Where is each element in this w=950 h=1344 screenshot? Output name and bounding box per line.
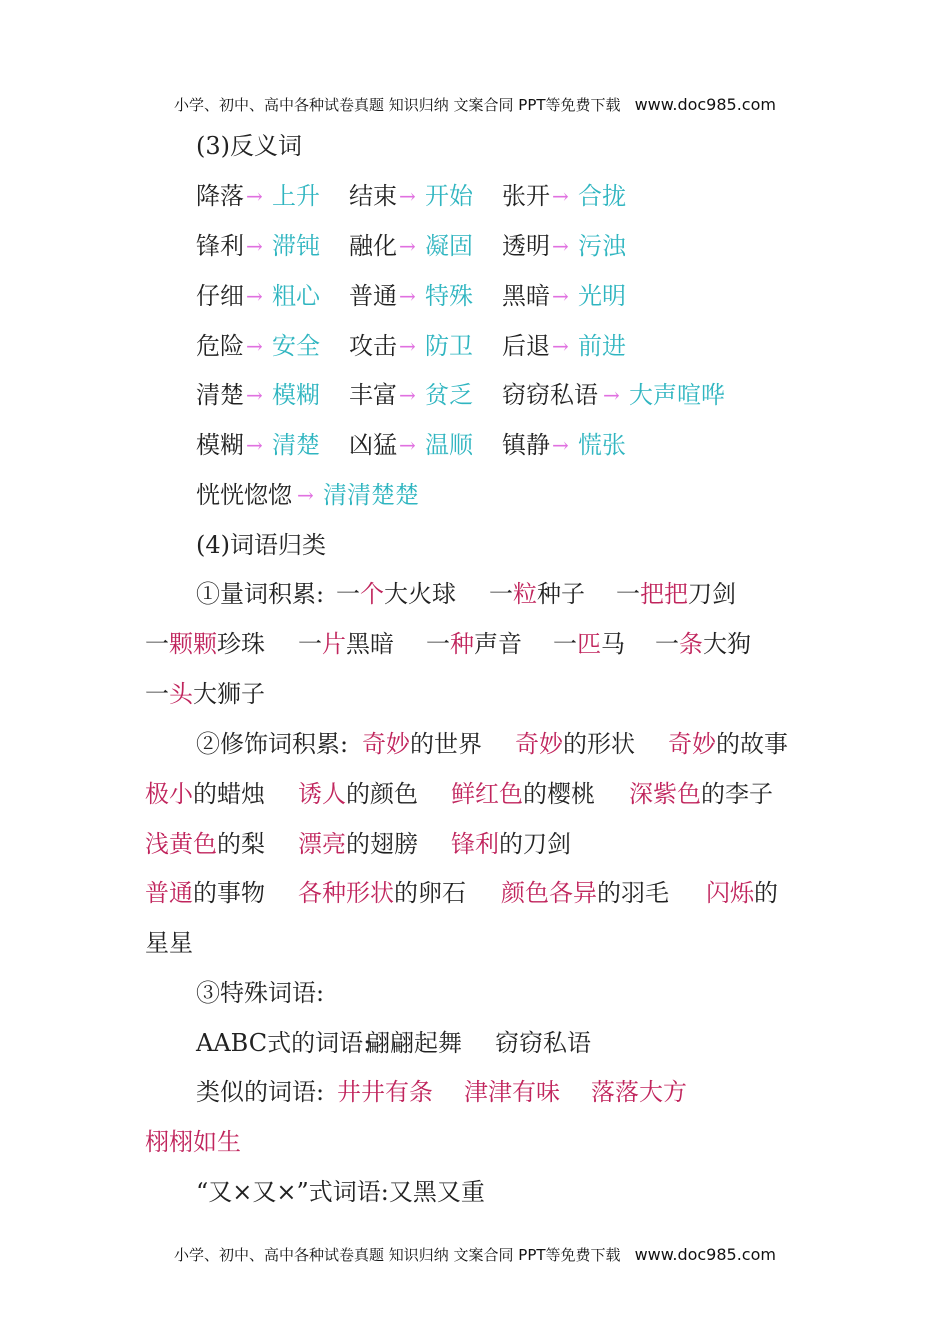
measure-noun: 珍珠 (217, 630, 265, 658)
measure-prefix: 一 (298, 630, 322, 658)
arrow-icon: → (603, 383, 620, 407)
modifier-noun: 的颜色 (346, 780, 418, 808)
measure-word: 匹 (577, 630, 601, 658)
modifier-item (362, 727, 482, 761)
measure-word: 粒 (513, 580, 537, 608)
measure-word: 个 (360, 580, 384, 608)
modifier-word: 奇妙 (668, 730, 716, 758)
modifier-item (145, 876, 265, 910)
modifier-word: 诱人 (298, 780, 346, 808)
measure-prefix: 一 (616, 580, 640, 608)
antonym-answer: 安全 (272, 332, 320, 360)
similar-word: 落落大方 (591, 1078, 687, 1106)
measure-word: 片 (322, 630, 346, 658)
youyou-row (0, 1175, 950, 1209)
antonym-word: 锋利 (196, 232, 244, 260)
header-site: www.doc985.com (634, 95, 776, 114)
measure-row (0, 677, 950, 711)
arrow-icon: → (399, 234, 416, 258)
measure-item (655, 627, 751, 661)
antonym-answer: 贫乏 (425, 381, 473, 409)
antonym-word: 张开 (502, 182, 550, 210)
antonym-row (0, 279, 950, 313)
similar-row (0, 1125, 950, 1159)
modifier-word: 锋利 (451, 830, 499, 858)
modifier-noun: 的刀剑 (499, 830, 571, 858)
antonyms-title: (3)反义词 (196, 132, 302, 160)
similar-word: 津津有味 (464, 1078, 560, 1106)
arrow-icon: → (399, 284, 416, 308)
antonym-row (0, 378, 950, 412)
antonym-word: 黑暗 (502, 282, 550, 310)
modifier-noun: 的梨 (217, 830, 265, 858)
antonym-answer: 上升 (272, 182, 320, 210)
footer-site: www.doc985.com (634, 1245, 776, 1264)
page-footer (0, 1244, 950, 1265)
measure-row (0, 627, 950, 661)
measure-item (616, 577, 736, 611)
antonym-answer: 清楚 (272, 431, 320, 459)
antonym-word: 凶猛 (349, 431, 397, 459)
arrow-icon: → (246, 433, 263, 457)
footer-text: 小学、初中、高中各种试卷真题 知识归纳 文案合同 PPT等免费下载 (174, 1246, 621, 1264)
measure-noun: 大狗 (703, 630, 751, 658)
antonym-row (0, 329, 950, 363)
special-label: ③特殊词语: (196, 979, 325, 1007)
modifier-word: 闪烁 (706, 879, 754, 907)
modifier-noun: 的事物 (193, 879, 265, 907)
antonym-answer: 光明 (578, 282, 626, 310)
modifier-noun: 的 (754, 879, 778, 907)
arrow-icon: → (297, 483, 314, 507)
antonym-answer: 慌张 (578, 431, 626, 459)
modifier-item (501, 876, 669, 910)
aabc-word: 翩翩起舞 (366, 1029, 462, 1057)
measure-prefix: 一 (426, 630, 450, 658)
modifier-row (0, 727, 950, 761)
antonym-answer: 粗心 (272, 282, 320, 310)
measure-label: ①量词积累: (196, 580, 325, 608)
measure-noun: 马 (601, 630, 625, 658)
modifier-word: 奇妙 (515, 730, 563, 758)
measure-noun: 种子 (537, 580, 585, 608)
measure-item (336, 577, 456, 611)
modifier-word: 普通 (145, 879, 193, 907)
aabc-label: AABC式的词语: (196, 1029, 372, 1057)
modifier-row (0, 777, 950, 811)
modifier-noun: 的翅膀 (346, 830, 418, 858)
modifier-label: ②修饰词积累: (196, 730, 349, 758)
arrow-icon: → (552, 284, 569, 308)
antonym-row (0, 229, 950, 263)
modifier-word: 各种形状 (298, 879, 394, 907)
modifier-item (145, 777, 265, 811)
antonym-word: 危险 (196, 332, 244, 360)
antonym-word: 后退 (502, 332, 550, 360)
modifier-wrap: 星星 (145, 929, 193, 957)
measure-word: 种 (450, 630, 474, 658)
aabc-word: 窃窃私语 (495, 1029, 591, 1057)
page-header (0, 94, 950, 115)
measure-word: 把把 (640, 580, 688, 608)
antonym-word: 丰富 (349, 381, 397, 409)
arrow-icon: → (399, 334, 416, 358)
antonym-answer: 清清楚楚 (323, 481, 419, 509)
antonym-row (0, 428, 950, 462)
antonym-row (0, 478, 950, 512)
modifier-word: 极小 (145, 780, 193, 808)
measure-prefix: 一 (145, 680, 169, 708)
classify-title: (4)词语归类 (196, 531, 326, 559)
modifier-word: 奇妙 (362, 730, 410, 758)
measure-word: 颗颗 (169, 630, 217, 658)
modifier-item (298, 827, 418, 861)
modifier-noun: 的卵石 (394, 879, 466, 907)
antonym-word: 清楚 (196, 381, 244, 409)
modifier-noun: 的蜡烛 (193, 780, 265, 808)
measure-word: 头 (169, 680, 193, 708)
antonym-answer: 温顺 (425, 431, 473, 459)
arrow-icon: → (399, 383, 416, 407)
similar-row (0, 1075, 950, 1109)
measure-noun: 大狮子 (193, 680, 265, 708)
similar-label: 类似的词语: (196, 1078, 325, 1106)
special-label-line (0, 976, 950, 1010)
antonym-word: 透明 (502, 232, 550, 260)
modifier-item (298, 777, 418, 811)
measure-prefix: 一 (145, 630, 169, 658)
antonym-answer: 特殊 (425, 282, 473, 310)
arrow-icon: → (552, 334, 569, 358)
antonym-answer: 模糊 (272, 381, 320, 409)
modifier-item (706, 876, 778, 910)
antonym-answer: 前进 (578, 332, 626, 360)
arrow-icon: → (552, 234, 569, 258)
modifier-item (515, 727, 635, 761)
antonym-row (0, 179, 950, 213)
modifier-row (0, 926, 950, 960)
antonym-word: 结束 (349, 182, 397, 210)
arrow-icon: → (552, 433, 569, 457)
modifier-word: 漂亮 (298, 830, 346, 858)
antonym-word: 恍恍惚惚 (196, 481, 292, 509)
antonym-answer: 滞钝 (272, 232, 320, 260)
measure-noun: 声音 (474, 630, 522, 658)
antonym-answer: 凝固 (425, 232, 473, 260)
arrow-icon: → (246, 184, 263, 208)
modifier-noun: 的羽毛 (597, 879, 669, 907)
modifier-item (451, 827, 571, 861)
antonym-word: 攻击 (349, 332, 397, 360)
modifier-noun: 的世界 (410, 730, 482, 758)
measure-item (298, 627, 394, 661)
antonym-word: 降落 (196, 182, 244, 210)
similar-word: 井井有条 (337, 1078, 433, 1106)
measure-item (553, 627, 625, 661)
modifier-item (298, 876, 466, 910)
measure-item (489, 577, 585, 611)
arrow-icon: → (552, 184, 569, 208)
antonym-word: 仔细 (196, 282, 244, 310)
modifier-noun: 的故事 (716, 730, 788, 758)
modifier-row (0, 827, 950, 861)
measure-noun: 刀剑 (688, 580, 736, 608)
youyou-text: “又×又×”式词语:又黑又重 (196, 1178, 485, 1206)
arrow-icon: → (399, 433, 416, 457)
modifier-row (0, 876, 950, 910)
modifier-item (145, 827, 265, 861)
classify-title-line (0, 528, 950, 562)
aabc-row (0, 1026, 950, 1060)
modifier-word: 鲜红色 (451, 780, 523, 808)
modifier-noun: 的形状 (563, 730, 635, 758)
modifier-item (451, 777, 595, 811)
header-text: 小学、初中、高中各种试卷真题 知识归纳 文案合同 PPT等免费下载 (174, 96, 621, 114)
antonym-word: 普通 (349, 282, 397, 310)
antonym-word: 镇静 (502, 431, 550, 459)
arrow-icon: → (246, 383, 263, 407)
modifier-word: 颜色各异 (501, 879, 597, 907)
measure-noun: 黑暗 (346, 630, 394, 658)
antonym-answer: 开始 (425, 182, 473, 210)
modifier-noun: 的樱桃 (523, 780, 595, 808)
modifier-item (668, 727, 788, 761)
measure-prefix: 一 (553, 630, 577, 658)
measure-prefix: 一 (489, 580, 513, 608)
measure-prefix: 一 (655, 630, 679, 658)
modifier-noun: 的李子 (701, 780, 773, 808)
antonyms-title-line (0, 129, 950, 163)
antonym-answer: 大声喧哗 (629, 381, 725, 409)
modifier-item (629, 777, 773, 811)
arrow-icon: → (399, 184, 416, 208)
arrow-icon: → (246, 284, 263, 308)
antonym-answer: 防卫 (425, 332, 473, 360)
measure-item (145, 677, 265, 711)
similar-word: 栩栩如生 (145, 1128, 241, 1156)
modifier-word: 浅黄色 (145, 830, 217, 858)
antonym-word: 窃窃私语 (502, 381, 598, 409)
measure-item (145, 627, 265, 661)
antonym-word: 融化 (349, 232, 397, 260)
measure-row (0, 577, 950, 611)
antonym-word: 模糊 (196, 431, 244, 459)
measure-noun: 大火球 (384, 580, 456, 608)
measure-prefix: 一 (336, 580, 360, 608)
antonym-answer: 合拢 (578, 182, 626, 210)
arrow-icon: → (246, 334, 263, 358)
measure-item (426, 627, 522, 661)
antonym-answer: 污浊 (578, 232, 626, 260)
arrow-icon: → (246, 234, 263, 258)
modifier-word: 深紫色 (629, 780, 701, 808)
measure-word: 条 (679, 630, 703, 658)
